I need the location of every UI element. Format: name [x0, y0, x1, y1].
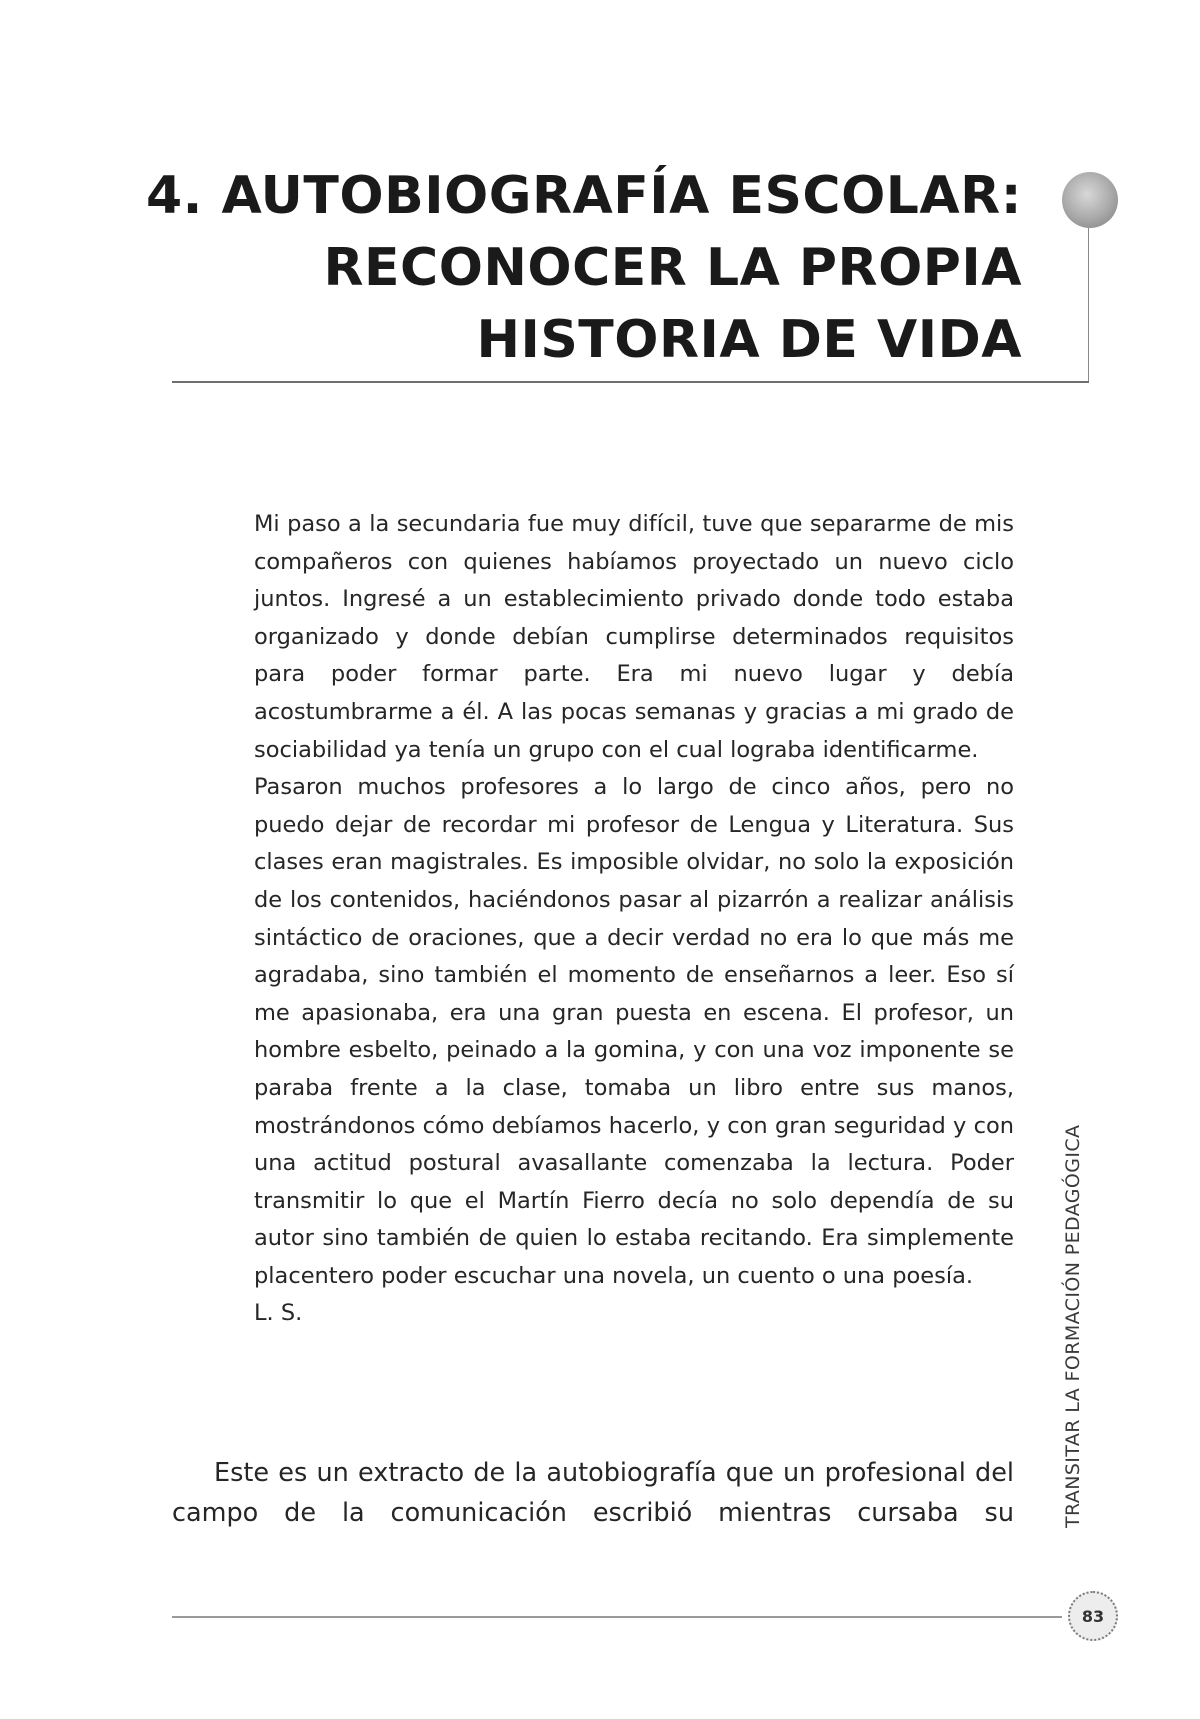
page-number: 83 — [1068, 1591, 1118, 1641]
testimony-signature: L. S. — [254, 1300, 303, 1327]
chapter-title-line-1: 4. AUTOBIOGRAFÍA ESCOLAR: — [145, 166, 1022, 226]
chapter-title-line-2: RECONOCER LA PROPIA — [323, 238, 1022, 298]
heading-divider — [172, 381, 1089, 383]
testimony-quote — [254, 506, 1014, 1333]
chapter-title-line-3: HISTORIA DE VIDA — [476, 310, 1022, 370]
testimony-paragraph-2: Pasaron muchos profesores a lo largo de cinco años, pero no puedo dejar de recordar mi profesor de Lengua y Literatura. Sus clases eran magistrales. Es imposible olvidar, no solo la exposición de los contenidos, haciéndonos pasar al pizarrón a realizar análisis sintáctico de oraciones, que a decir verdad no era lo que más me agradaba, sino también el momento de enseñarnos a leer. Eso sí me apasionaba, era una gran puesta en escena. El profesor, un hombre esbelto, peinado a la gomina, y con una voz imponente se paraba frente a la clase, tomaba un libro entre sus manos, mostrándonos cómo debíamos hacerlo, y con gran seguridad y con una actitud postural avasallante comenzaba la lectura. Poder transmitir lo que el Martín Fierro decía no solo dependía de su autor sino también de quien lo estaba recitando. Era simplemente placentero poder escuchar una novela, un cuento o una poesía. — [254, 774, 1014, 1289]
running-title-vertical: TRANSITAR LA FORMACIÓN PEDAGÓGICA — [1062, 1124, 1084, 1528]
body-paragraph: Este es un extracto de la autobiografía que un profesional del campo de la comunicación escribió mientras cursaba su — [172, 1458, 1014, 1528]
heading-dot-ornament — [1062, 172, 1118, 228]
testimony-paragraph-1: Mi paso a la secundaria fue muy difícil, tuve que separarme de mis compañeros con quienes habíamos proyectado un nuevo ciclo juntos. Ingresé a un establecimiento privado donde todo estaba organizado y donde debían cumplirse determinados requisitos para poder formar parte. Era mi nuevo lugar y debía acostumbrarme a él. A las pocas semanas y gracias a mi grado de sociabilidad ya tenía un grupo con el cual lograba identificarme. — [254, 511, 1014, 763]
chapter-title — [122, 160, 1022, 376]
footer-divider — [172, 1616, 1062, 1618]
heading-vertical-rule — [1088, 228, 1089, 382]
